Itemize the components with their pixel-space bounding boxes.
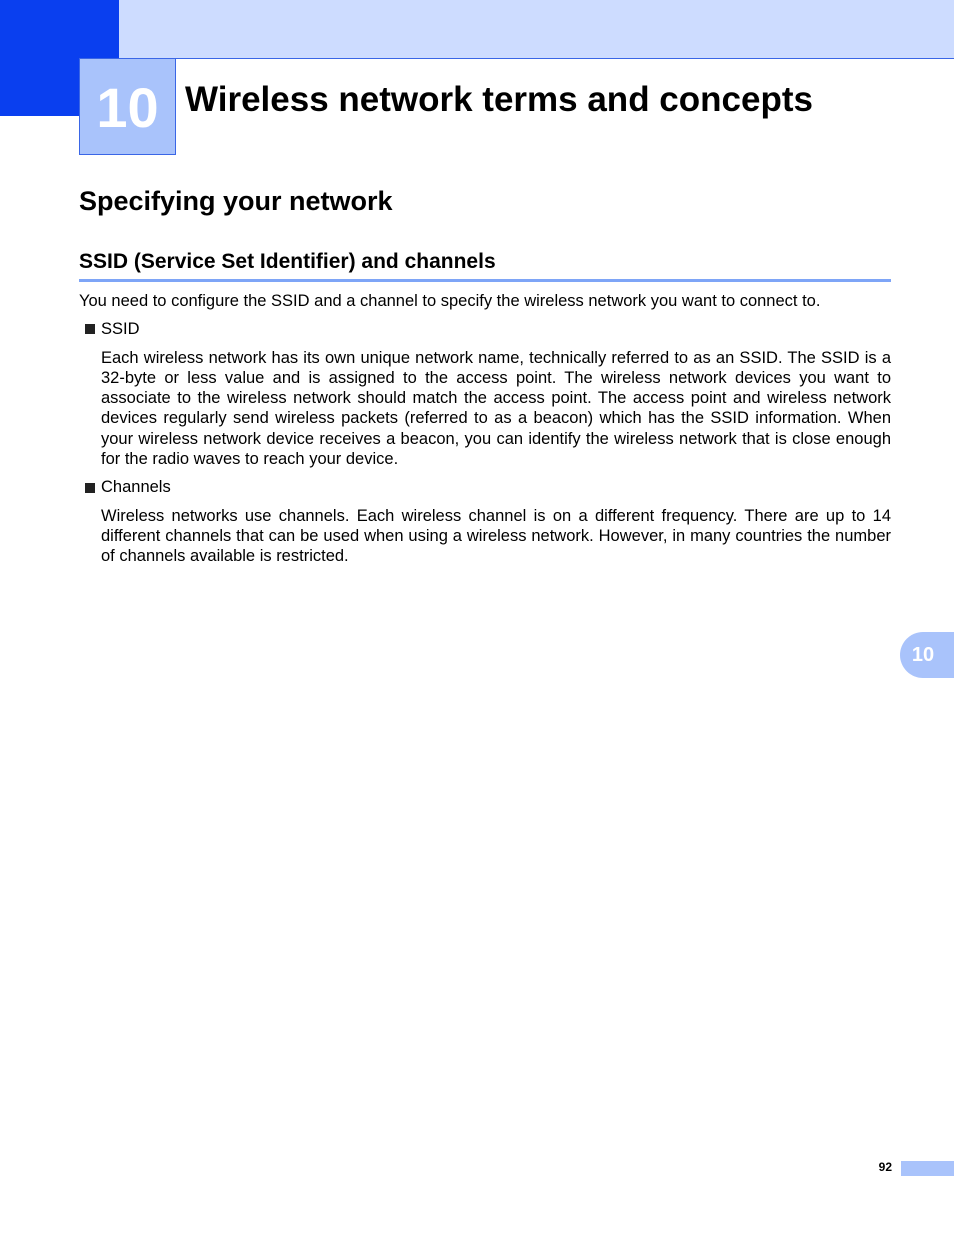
- list-item: [79, 477, 891, 566]
- subsection-title: SSID (Service Set Identifier) and channels: [79, 248, 891, 282]
- term-list: [79, 319, 891, 566]
- list-item-description: Each wireless network has its own unique network name, technically referred to as an SSID. The SSID is a 32-byte or less value and is assigned to the access point. The wireless network devices you want to associate to the wireless network should match the access point. The access point and wireless network devices regularly send wireless packets (referred to as a beacon) which has the SSID information. When your wireless network device receives a beacon, you can identify the wireless network that is close enough for the radio waves to reach your device.: [101, 348, 891, 469]
- section-title: Specifying your network: [79, 186, 393, 216]
- header-band: [0, 0, 954, 59]
- intro-paragraph: You need to configure the SSID and a channel to specify the wireless network you want to connect to.: [79, 292, 821, 310]
- chapter-title: Wireless network terms and concepts: [185, 80, 813, 119]
- chapter-number: 10: [96, 75, 159, 139]
- square-bullet-icon: [85, 483, 95, 493]
- body-content: [79, 291, 891, 575]
- chapter-number-box: [79, 58, 176, 155]
- square-bullet-icon: [85, 324, 95, 334]
- list-item-label: SSID: [101, 320, 140, 339]
- list-item-head: [79, 477, 891, 497]
- page-number: 92: [878, 1160, 892, 1174]
- list-item-head: [79, 319, 891, 339]
- list-item-description: Wireless networks use channels. Each wireless channel is on a different frequency. There are up to 14 different channels that can be used when using a wireless network. However, in many countries the number of channels available is restricted.: [101, 506, 891, 566]
- side-tab-label: 10: [911, 643, 935, 666]
- footer-bar: [901, 1161, 954, 1176]
- list-item-label: Channels: [101, 478, 171, 497]
- list-item: [79, 319, 891, 469]
- chapter-side-tab: [900, 632, 954, 678]
